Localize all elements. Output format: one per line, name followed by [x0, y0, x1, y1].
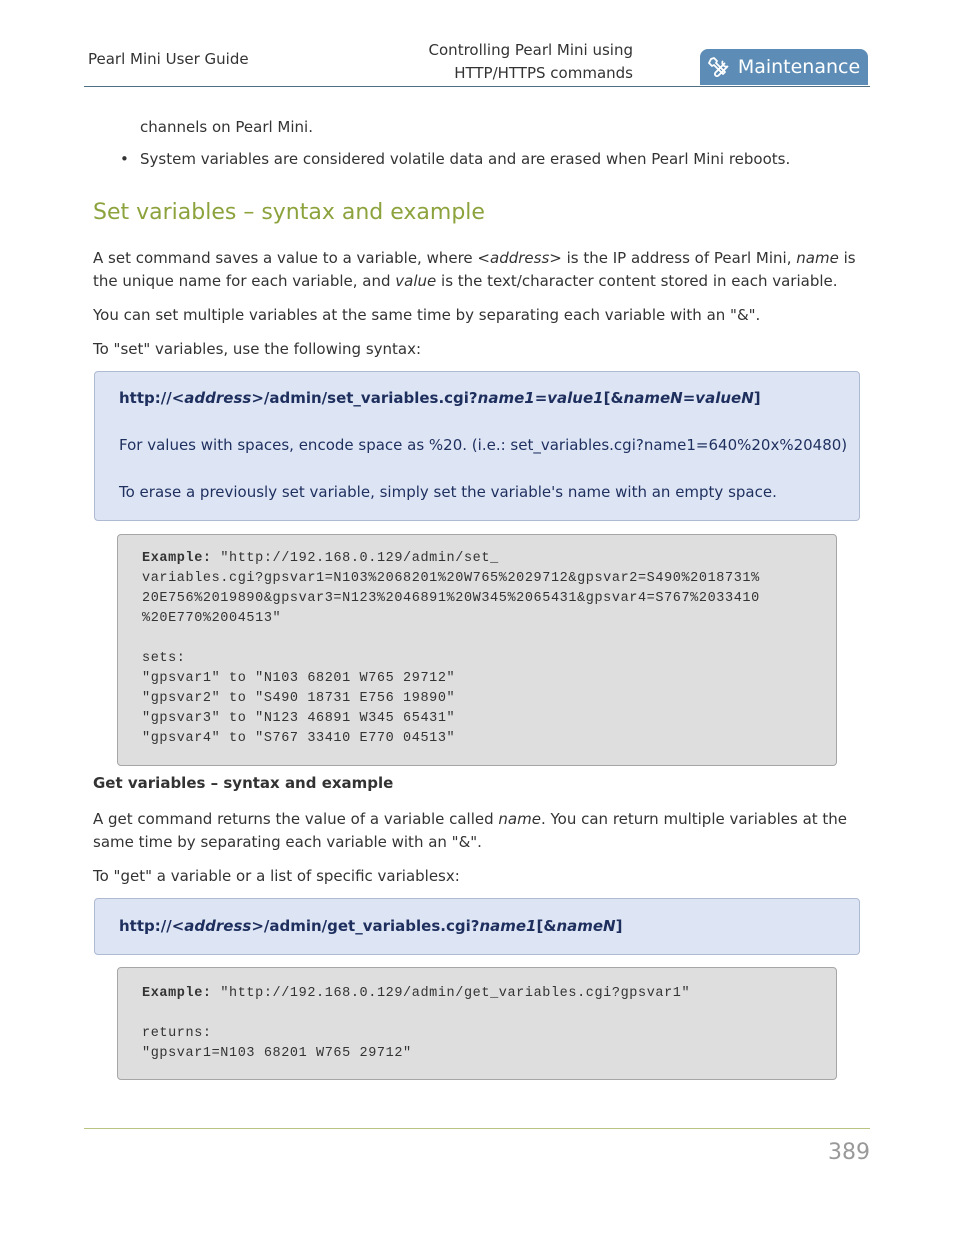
chapter-title-line2: HTTP/HTTPS commands — [454, 64, 633, 82]
text-run: A set command saves a value to a variable, where < — [93, 249, 490, 267]
set-syntax-command — [119, 389, 761, 407]
text-run: >/admin/get_variables.cgi? — [251, 917, 480, 935]
text-run: >/admin/set_variables.cgi? — [251, 389, 478, 407]
text-run: valueN — [695, 389, 754, 407]
set-syntax-note-erase: To erase a previously set variable, simply set the variable's name with an empty space. — [119, 483, 777, 501]
text-run: > is the IP address of Pearl Mini, — [549, 249, 797, 267]
chapter-title-line1: Controlling Pearl Mini using — [428, 41, 633, 59]
example-label: Example: — [142, 986, 212, 1001]
get-example-code-box — [117, 967, 837, 1080]
example-label: Example: — [142, 551, 212, 566]
text-run: value — [395, 272, 437, 290]
text-run: nameN — [556, 917, 616, 935]
chapter-title — [400, 39, 633, 85]
get-example-code — [142, 984, 690, 1064]
text-run: address — [184, 389, 252, 407]
set-syntax-note-spaces: For values with spaces, encode space as %20. (i.e.: set_variables.cgi?name1=640%20x%20480) — [119, 436, 848, 454]
text-run: = — [534, 389, 548, 407]
get-description — [93, 808, 868, 854]
text-run: A get command returns the value of a variable called — [93, 810, 499, 828]
tools-icon — [708, 55, 732, 79]
set-example-code-text: "http://192.168.0.129/admin/set_ variables.cgi?gpsvar1=N103%2068201%20W765%2029712&gpsvar2=S490%2018731% 20E756%2019890&gpsvar3=N123%2046891%20W345%2065431&gpsvar4=S767%2033410 %20E770%2004513" sets: "gpsvar1" to "N103 68201 W765 29712" "gpsvar2" to "S490 18731 E756 19890" "gpsvar3" to "N123 46891 W345 65431" "gpsvar4" to "S767 33410 E770 04513" — [142, 551, 760, 746]
text-run: address — [184, 917, 252, 935]
text-run: . You can return multiple variables at the same time by separating each variable with an "&". — [93, 810, 848, 851]
set-syntax-intro: To "set" variables, use the following syntax: — [93, 340, 422, 358]
text-run: is the unique name for each variable, and — [93, 249, 856, 290]
continuation-text: channels on Pearl Mini. — [140, 118, 313, 136]
text-run: http://< — [119, 917, 185, 935]
text-run: name1 — [477, 389, 535, 407]
get-syntax-box — [94, 898, 860, 955]
section-badge — [700, 49, 868, 85]
text-run: [& — [603, 389, 624, 407]
text-run: is the text/character content stored in each variable. — [436, 272, 838, 290]
bullet-text: System variables are considered volatile data and are erased when Pearl Mini reboots. — [140, 150, 791, 168]
set-syntax-box — [94, 371, 860, 521]
text-run: http://< — [119, 389, 185, 407]
text-run: value1 — [547, 389, 604, 407]
text-run: ] — [615, 917, 623, 935]
text-run: name — [796, 249, 839, 267]
text-run: address — [490, 249, 550, 267]
section-badge-label: Maintenance — [737, 56, 861, 78]
set-description — [93, 247, 863, 293]
footer-rule — [84, 1128, 870, 1129]
set-multiple-text: You can set multiple variables at the same time by separating each variable with an "&". — [93, 306, 761, 324]
text-run: = — [682, 389, 696, 407]
set-variables-heading: Set variables – syntax and example — [93, 200, 485, 225]
set-example-code — [142, 549, 760, 749]
set-example-code-box — [117, 534, 837, 766]
get-syntax-command — [119, 917, 622, 935]
get-variables-heading: Get variables – syntax and example — [93, 774, 394, 792]
text-run: name1 — [479, 917, 537, 935]
get-example-code-text: "http://192.168.0.129/admin/get_variables.cgi?gpsvar1" returns: "gpsvar1=N103 68201 W765 29712" — [142, 986, 691, 1061]
header-rule — [84, 86, 870, 87]
text-run: ] — [753, 389, 761, 407]
text-run: nameN — [623, 389, 683, 407]
bullet-dot: • — [120, 150, 129, 168]
text-run: name — [498, 810, 541, 828]
guide-title: Pearl Mini User Guide — [88, 50, 249, 68]
text-run: [& — [536, 917, 557, 935]
list-item — [120, 148, 790, 171]
page-number: 389 — [828, 1140, 870, 1165]
get-syntax-intro: To "get" a variable or a list of specific variablesx: — [93, 867, 460, 885]
